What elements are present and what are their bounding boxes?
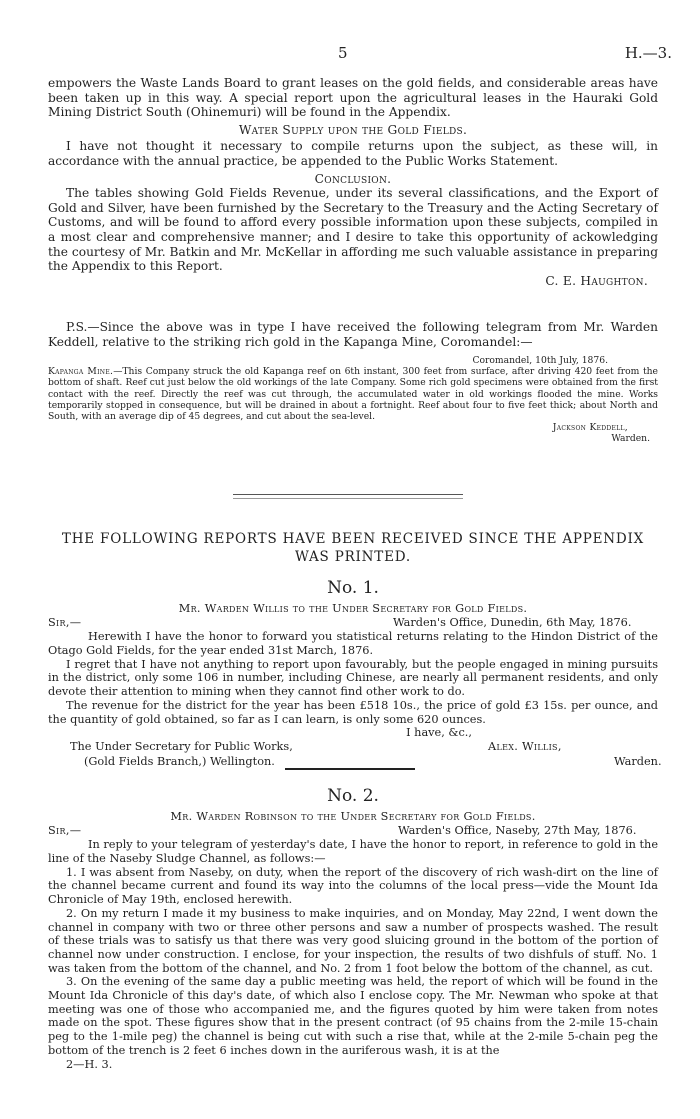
report-1-addressee-2: (Gold Fields Branch,) Wellington. [84,754,275,768]
report-1 [48,602,662,769]
intro-paragraph: empowers the Waste Lands Board to grant leases on the gold fields, and considerable areas have been taken up in this way. A special report upon the agricultural leases in the Hauraki Gold Mining District South (Ohinemuri) will be found in the Appendix. [48,76,658,120]
report-1-signer: Alex. Willis, [488,739,562,753]
report-2-dateline: Warden's Office, Naseby, 27th May, 1876. [398,823,637,837]
postscript-paragraph: P.S.—Since the above was in type I have received the following telegram from Mr. Warden Keddell, relative to the striking rich gold in the Kapanga Mine, Coromandel:— [48,320,658,349]
heading-water-supply: Water Supply upon the Gold Fields. [238,122,468,137]
water-supply-paragraph: I have not thought it necessary to compile returns upon the subject, as these will, in accordance with the annual practice, be appended to the Public Works Statement. [48,139,658,168]
report-1-signer-title: Warden. [614,754,662,768]
conclusion-paragraph: The tables showing Gold Fields Revenue, under its several classifications, and the Export of Gold and Silver, have been furnished by the Secretary to the Treasury and the Acting Secretary of Customs, and will be found to afford every possible information upon these subjects, compiled in a most clear and comprehensive manner; and I desire to take this opportunity of ackowledging the courtesy of Mr. Batkin and Mr. McKellar in affording me such valuable assistance in preparing the Appendix to this Report. [48,186,658,274]
telegram-body [48,366,658,422]
report-2-paragraph-4: 3. On the evening of the same day a public meeting was held, the report of which will be found in the Mount Ida Chronicle of this day's date, of which also I enclose copy. The Mr. Newman who spoke at that meeting was one of those who accompanied me, and the figures quoted by him were taken from notes made on the spot. These figures show that in the present contract (of 95 chains from the 2-mile 15-chain peg to the 1-mile peg) the channel is being cut with such a rise that, while at the 2-mile 5-chain peg the bottom of the trench is 2 feet 6 inches down in the auriferous wash, it is at the [48,975,658,1057]
report-2-paragraph-1: In reply to your telegram of yesterday's date, I have the honor to report, in reference to gold in the line of the Naseby Sludge Channel, as follows:— [48,838,658,865]
report-1-closing: I have, &c., [406,726,472,740]
telegram-label: Kapanga Mine. [48,366,114,378]
author-signature: C. E. Haughton. [545,273,648,288]
heading-conclusion: Conclusion. [314,171,392,186]
report-1-addressee-row-1 [48,740,658,755]
report-1-dateline: Warden's Office, Dunedin, 6th May, 1876. [393,615,632,629]
report-2 [48,810,658,1071]
telegram-text: —This Company struck the old Kapanga reef on 6th instant, 300 feet from surface, after driving 420 feet from the bottom of shaft. Reef cut just below the old workings of the late Company. Some rich gold specimens were obtained from the first contact with the reef. Directly the reef was cut through, the accumulated water in old workings flooded the mine. Works temporarily stopped in consequence, but will be drained in about a fortnight. Reef about four to five feet thick; about North and South, with an average dip of 45 degrees, and cut about the sea-level. [48,366,658,423]
report-2-salutation: Sir,— [48,823,82,837]
document-reference: H.—3. [624,44,672,62]
report-2-paragraph-2: 1. I was absent from Naseby, on duty, when the report of the discovery of rich wash-dirt on the line of the channel became current and found its way into the columns of the local press—vide the Mount Ida Chronicle of May 19th, enclosed herewith. [48,865,658,907]
report-1-title: Mr. Warden Willis to the Under Secretary for Gold Fields. [178,602,528,615]
telegram-signer-title: Warden. [611,433,650,445]
report-1-paragraph-1: Herewith I have the honor to forward you statistical returns relating to the Hindon District of the Otago Gold Fields, for the year ended 31st March, 1876. [48,630,658,657]
report-1-addressee-1: The Under Secretary for Public Works, [70,739,293,753]
page-signature-mark: 2—H. 3. [66,1057,113,1071]
report-1-salutation-row [48,616,658,631]
report-1-addressee-row-2 [48,754,662,770]
report-2-title: Mr. Warden Robinson to the Under Secretary for Gold Fields. [170,810,536,823]
report-2-salutation-row [48,824,658,839]
telegram-section [48,355,658,445]
report-2-number: No. 2. [327,786,379,806]
page-number: 5 [338,44,348,62]
section-divider [233,494,463,499]
postscript-section [48,320,658,349]
report-divider [285,768,415,773]
report-1-salutation: Sir,— [48,615,82,629]
report-1-number: No. 1. [327,578,379,598]
telegram-signer: Jackson Keddell, [552,422,628,434]
telegram-place-date: Coromandel, 10th July, 1876. [472,355,608,366]
report-2-paragraph-3: 2. On my return I made it my business to make inquiries, and on Monday, May 22nd, I went down the channel in company with two or three other persons and saw a number of prospects washed. The result of these trials was to satisfy us that there was very good sluicing ground in the bottom of the portion of channel now under construction. I enclose, for your inspection, the results of two dishfuls of stuff. No. 1 was taken from the bottom of the channel, and No. 2 from 1 foot below the bottom of the channel, as cut. [48,906,658,975]
report-1-paragraph-2: I regret that I have not anything to report upon favourably, but the people engaged in mining pursuits in the district, only some 106 in number, including Chinese, are nearly all permanent residents, and only devote their attention to mining when they cannot find other work to do. [48,657,658,699]
appendix-section-heading: THE FOLLOWING REPORTS HAVE BEEN RECEIVED SINCE THE APPENDIX WAS PRINTED. [61,531,645,565]
intro-section [48,76,658,288]
report-1-paragraph-3: The revenue for the district for the year has been £518 10s., the price of gold £3 15s. per ounce, and the quantity of gold obtained, so far as I can learn, is only some 620 ounces. [48,698,658,726]
